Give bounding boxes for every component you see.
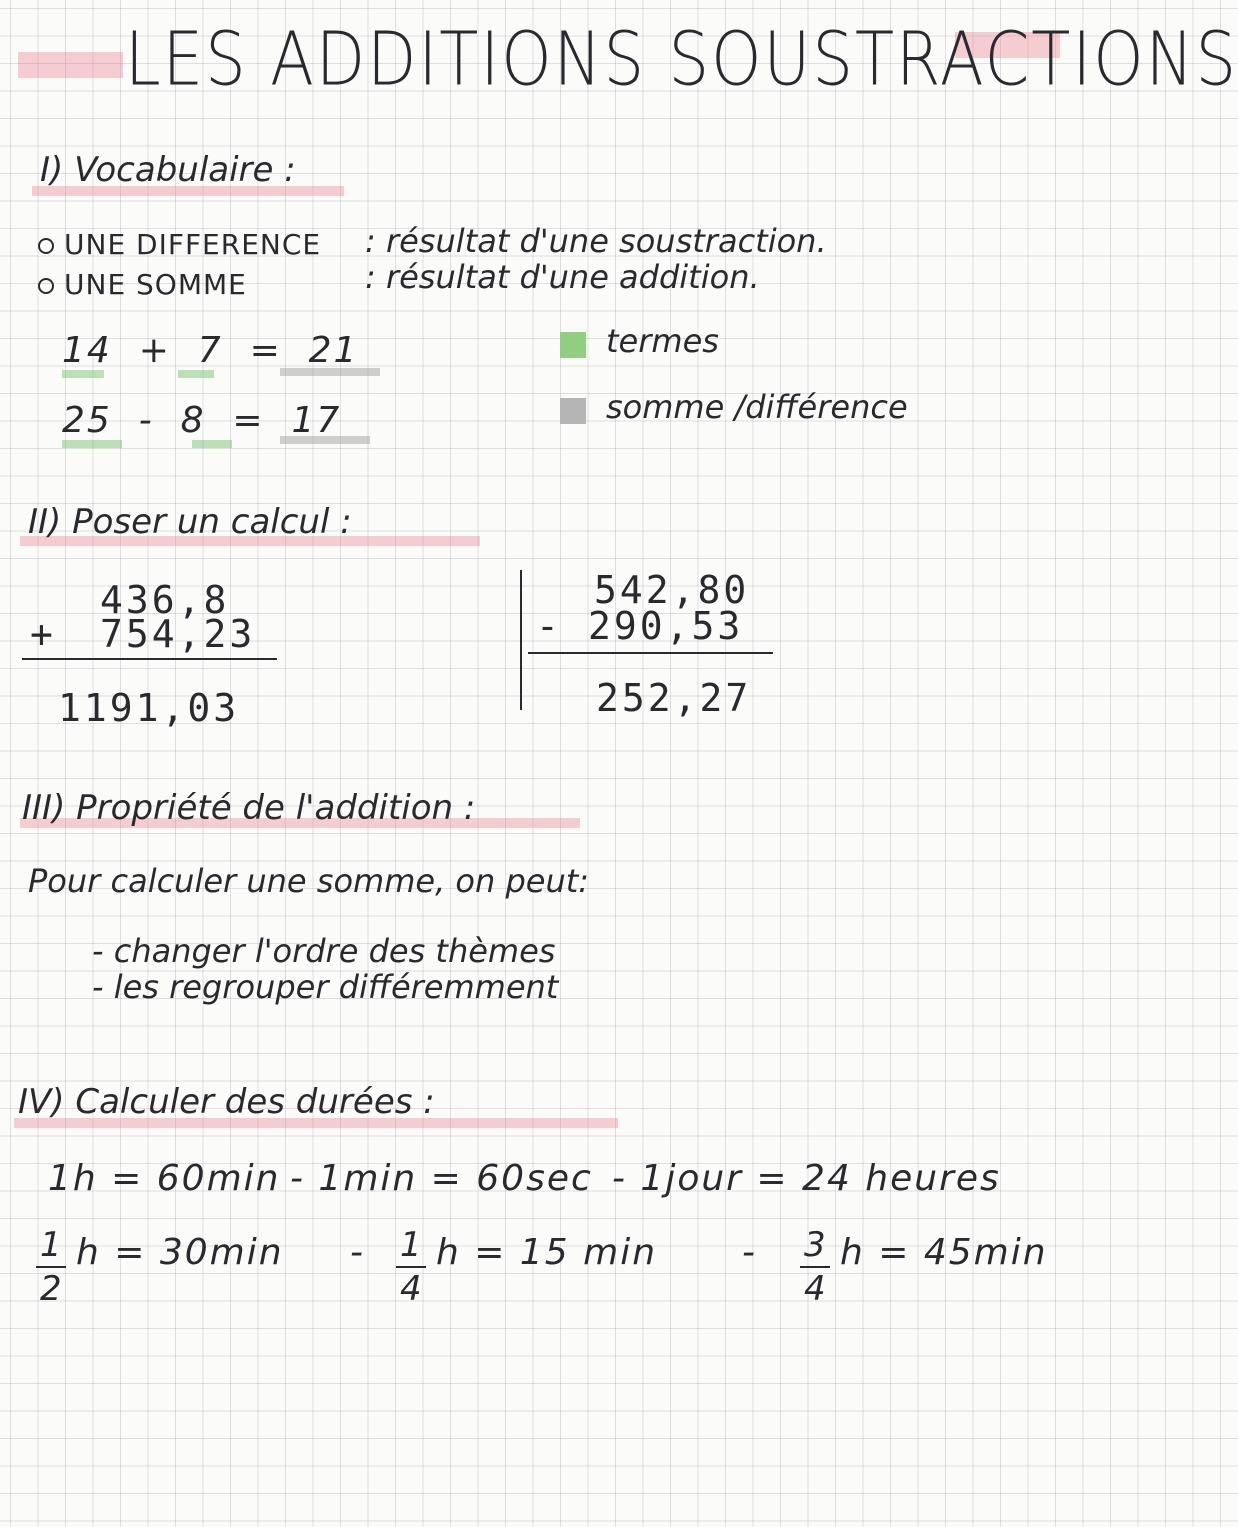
propriete-intro: Pour calculer une somme, on peut: [28, 862, 590, 900]
fraction-denominator: 2 [40, 1269, 62, 1309]
subtraction-rule [528, 652, 773, 654]
legend-label: somme /différence [606, 388, 908, 426]
durees-line1-c: - 1jour = 24 heures [612, 1158, 1001, 1199]
example-term: 7 [197, 330, 223, 371]
propriete-bullet: - les regrouper différemment [92, 968, 559, 1006]
example-term: 8 [180, 400, 206, 441]
title-highlight-left [18, 52, 123, 78]
column-separator [520, 570, 522, 710]
addition-operator: + [30, 612, 56, 656]
example-subtraction [62, 400, 341, 441]
vocab-term: UNE DIFFERENCE [64, 228, 322, 261]
term-highlight [62, 440, 122, 448]
legend-label: termes [606, 322, 719, 360]
example-operator: - [138, 400, 154, 441]
subtraction-line2: 290,53 [588, 604, 744, 648]
propriete-heading: III) Propriété de l'addition : [22, 788, 476, 828]
term-highlight [192, 440, 232, 448]
addition-rule [22, 658, 277, 660]
example-operator: + [138, 330, 171, 371]
vocab-item-difference [38, 228, 321, 261]
fraction-denominator: 4 [400, 1269, 422, 1309]
durees-half-value: h = 30min [76, 1232, 284, 1273]
term-highlight [178, 370, 214, 378]
example-addition [62, 330, 358, 371]
example-equals: = [249, 330, 282, 371]
term-highlight [62, 370, 104, 378]
fraction-numerator: 1 [36, 1228, 66, 1268]
example-term: 14 [62, 330, 112, 371]
durees-dash: - [350, 1232, 365, 1273]
durees-line1-a: 1h = 60min [48, 1158, 281, 1199]
fraction-numerator: 3 [800, 1228, 830, 1268]
fraction-three-quarters [800, 1225, 830, 1309]
vocab-heading: I) Vocabulaire : [40, 150, 296, 190]
durees-line1-b: - 1min = 60sec [290, 1158, 593, 1199]
example-result: 17 [291, 400, 342, 441]
addition-line1: 436,8 [100, 578, 230, 622]
poser-heading: II) Poser un calcul : [28, 502, 352, 542]
fraction-numerator: 1 [396, 1228, 426, 1268]
bullet-icon [38, 278, 54, 294]
fraction-quarter [396, 1225, 426, 1309]
example-equals: = [232, 400, 265, 441]
example-result: 21 [308, 330, 359, 371]
addition-line2: 754,23 [100, 612, 256, 656]
vocab-item-somme [38, 268, 247, 301]
legend-swatch-somme [560, 398, 586, 424]
example-term: 25 [62, 400, 112, 441]
page-title: LES ADDITIONS SOUSTRACTIONS [125, 18, 1238, 104]
durees-quarter-value: h = 15 min [436, 1232, 658, 1273]
fraction-half [36, 1225, 66, 1309]
vocab-definition: : résultat d'une addition. [365, 258, 760, 296]
durees-dash: - [742, 1232, 757, 1273]
durees-heading: IV) Calculer des durées : [18, 1082, 435, 1122]
durees-three-quarters-value: h = 45min [840, 1232, 1048, 1273]
subtraction-operator: - [536, 604, 562, 648]
vocab-term: UNE SOMME [64, 268, 247, 301]
legend-swatch-termes [560, 332, 586, 358]
fraction-denominator: 4 [804, 1269, 826, 1309]
addition-result: 1191,03 [58, 686, 240, 730]
bullet-icon [38, 238, 54, 254]
subtraction-line1: 542,80 [594, 568, 750, 612]
vocab-definition: : résultat d'une soustraction. [365, 222, 827, 260]
subtraction-result: 252,27 [596, 676, 752, 720]
propriete-bullet: - changer l'ordre des thèmes [92, 932, 556, 970]
